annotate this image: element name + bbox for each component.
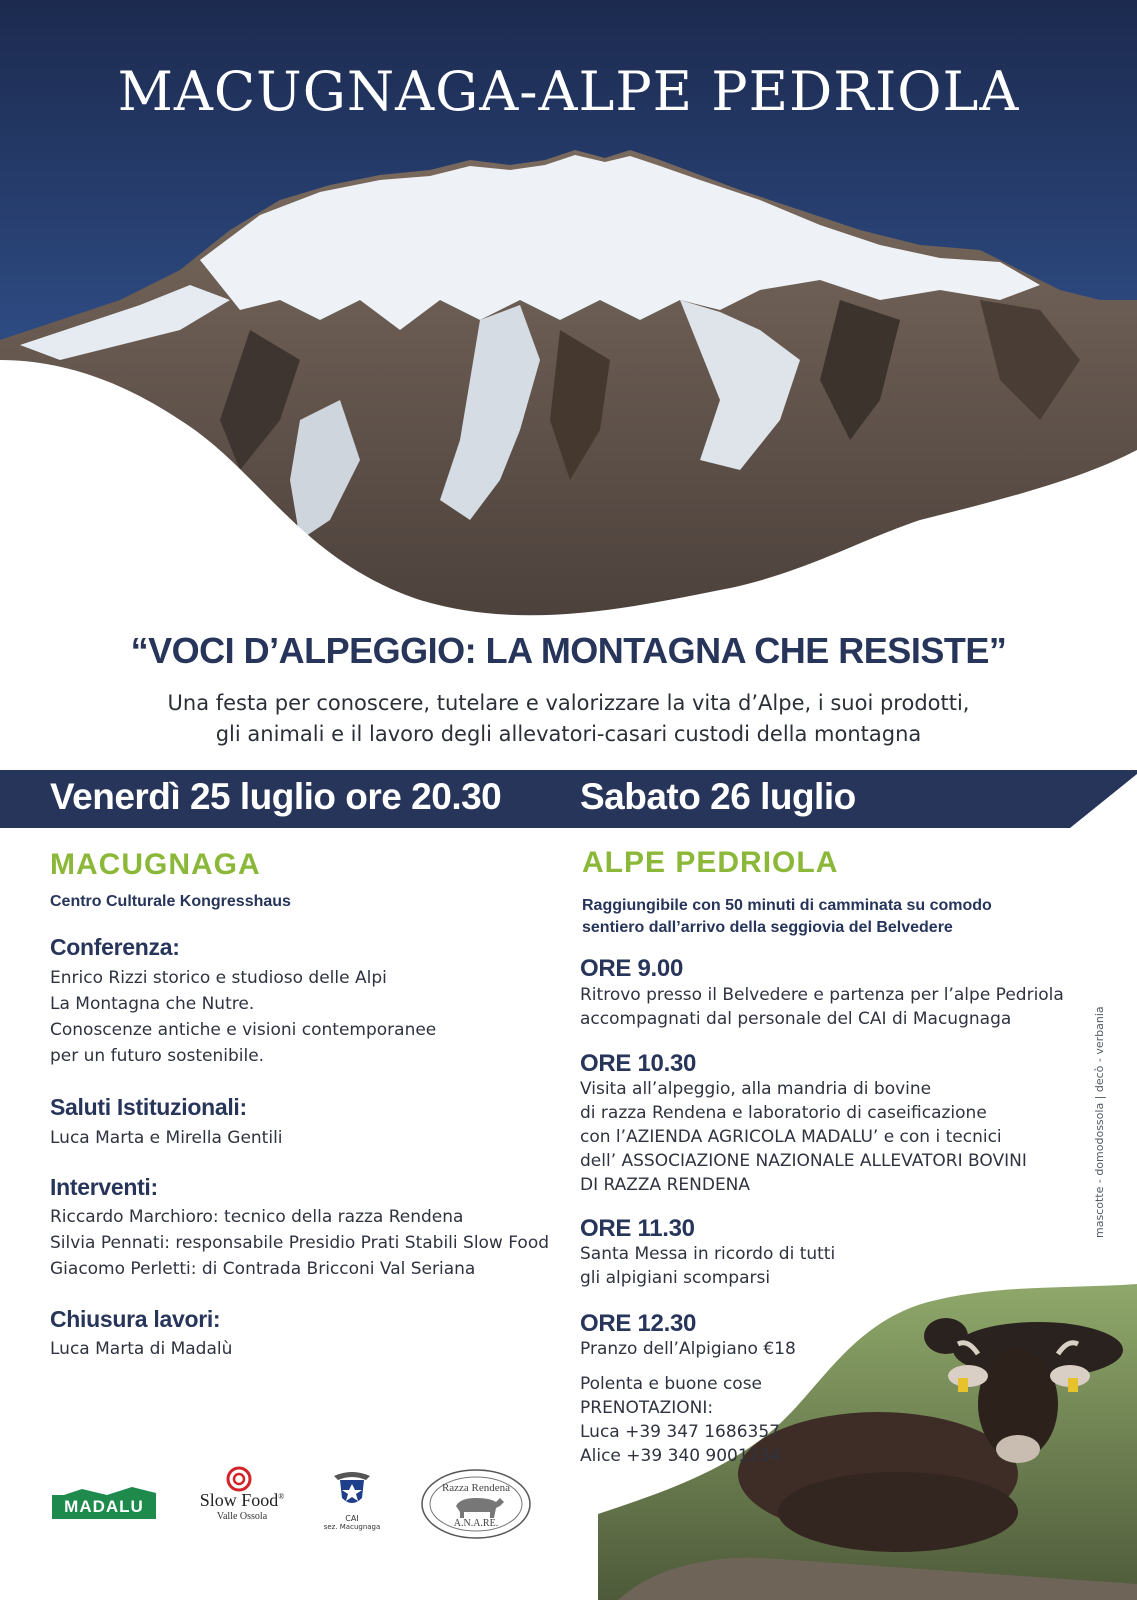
text-line: Luca Marta e Mirella Gentili — [50, 1128, 283, 1148]
text-line: Santa Messa in ricordo di tutti — [580, 1244, 836, 1264]
cai-name: CAI — [345, 1514, 359, 1523]
slowfood-name: Slow Food® — [199, 1490, 285, 1510]
slowfood-logo — [192, 1466, 292, 1536]
razza-top-text: Razza Rendena — [441, 1482, 511, 1494]
access-line-2: sentiero dall’arrivo della seggiovia del Belvedere — [582, 919, 953, 936]
text-line: Ritrovo presso il Belvedere e partenza per l’alpe Pedriola — [580, 985, 1064, 1005]
section-text-conferenza — [50, 965, 436, 1069]
saturday-place: ALPE PEDRIOLA — [582, 846, 839, 879]
event-subtitle: “VOCI D’ALPEGGIO: LA MONTAGNA CHE RESISTE” — [130, 630, 1007, 671]
text-line: gli alpigiani scomparsi — [580, 1268, 771, 1288]
event-intro — [80, 688, 1057, 750]
section-text-interventi — [50, 1204, 549, 1282]
schedule-time-1: ORE 9.00 — [580, 955, 683, 982]
snail-icon — [224, 1466, 254, 1492]
text-line: Riccardo Marchioro: tecnico della razza Rendena — [50, 1207, 464, 1227]
friday-venue: Centro Culturale Kongresshaus — [50, 893, 291, 910]
print-credit: mascotte - domodossola | decò - verbania — [1093, 1006, 1106, 1238]
text-line: accompagnati dal personale del CAI di Macugnaga — [580, 1009, 1012, 1029]
schedule-desc-2 — [580, 1077, 1027, 1197]
section-text-chiusura — [50, 1336, 232, 1362]
main-title: MACUGNAGA-ALPE PEDRIOLA — [117, 60, 1020, 123]
schedule-time-4: ORE 12.30 — [580, 1310, 697, 1337]
schedule-time-2: ORE 10.30 — [580, 1050, 697, 1077]
text-line: per un futuro sostenibile. — [50, 1046, 265, 1066]
saturday-date: Sabato 26 luglio — [580, 776, 856, 817]
text-line: Enrico Rizzi storico e studioso delle Alpi — [50, 968, 387, 988]
razza-bottom-text: A.N.A.RE. — [453, 1518, 499, 1529]
text-line: Luca Marta di Madalù — [50, 1339, 233, 1359]
text-line: Silvia Pennati: responsabile Presidio Prati Stabili Slow Food — [50, 1233, 550, 1253]
access-line-1: Raggiungibile con 50 minuti di camminata su comodo — [582, 897, 992, 914]
text-line: Giacomo Perletti: di Contrada Bricconi Val Seriana — [50, 1259, 476, 1279]
text-line: con l’AZIENDA AGRICOLA MADALU’ e con i tecnici — [580, 1127, 1002, 1147]
text-line: dell’ ASSOCIAZIONE NAZIONALE ALLEVATORI BOVINI — [580, 1151, 1027, 1171]
cai-logo — [322, 1470, 382, 1540]
section-heading-saluti: Saluti Istituzionali: — [50, 1094, 247, 1120]
schedule-desc-1 — [580, 983, 1064, 1031]
schedule-desc-3 — [580, 1242, 835, 1290]
text-line: La Montagna che Nutre. — [50, 994, 255, 1014]
cai-sub: sez. Macugnaga — [323, 1523, 381, 1531]
cow-badge-icon — [420, 1468, 532, 1540]
text-line: Alice +39 340 9001234 — [580, 1446, 782, 1466]
slowfood-sub: Valle Ossola — [216, 1511, 268, 1522]
booking-info — [580, 1372, 781, 1468]
section-heading-conferenza: Conferenza: — [50, 934, 180, 960]
text-line: Pranzo dell’Alpigiano €18 — [580, 1339, 796, 1359]
schedule-desc-4 — [580, 1337, 796, 1361]
eagle-shield-icon — [330, 1470, 374, 1510]
text-line: Luca +39 347 1686357 — [580, 1422, 780, 1442]
section-heading-interventi: Interventi: — [50, 1174, 158, 1200]
text-line: PRENOTAZIONI: — [580, 1398, 714, 1418]
section-text-saluti — [50, 1125, 283, 1151]
schedule-time-3: ORE 11.30 — [580, 1215, 695, 1242]
section-heading-chiusura: Chiusura lavori: — [50, 1306, 221, 1332]
intro-line-1: Una festa per conoscere, tutelare e valorizzare la vita d’Alpe, i suoi prodotti, — [167, 691, 970, 715]
text-line: Conoscenze antiche e visioni contemporanee — [50, 1020, 437, 1040]
madalu-logo — [52, 1487, 156, 1519]
text-line: Polenta e buone cose — [580, 1374, 763, 1394]
intro-line-2: gli animali e il lavoro degli allevatori-casari custodi della montagna — [215, 722, 922, 746]
text-line: Visita all’alpeggio, alla mandria di bovine — [580, 1079, 932, 1099]
razza-rendena-logo — [420, 1468, 532, 1540]
friday-date: Venerdì 25 luglio ore 20.30 — [50, 776, 502, 817]
text-line: di razza Rendena e laboratorio di caseificazione — [580, 1103, 987, 1123]
friday-place: MACUGNAGA — [50, 848, 261, 881]
saturday-access — [582, 895, 1082, 939]
text-line: DI RAZZA RENDENA — [580, 1175, 751, 1195]
madalu-logo-text: MADALU — [52, 1495, 156, 1519]
